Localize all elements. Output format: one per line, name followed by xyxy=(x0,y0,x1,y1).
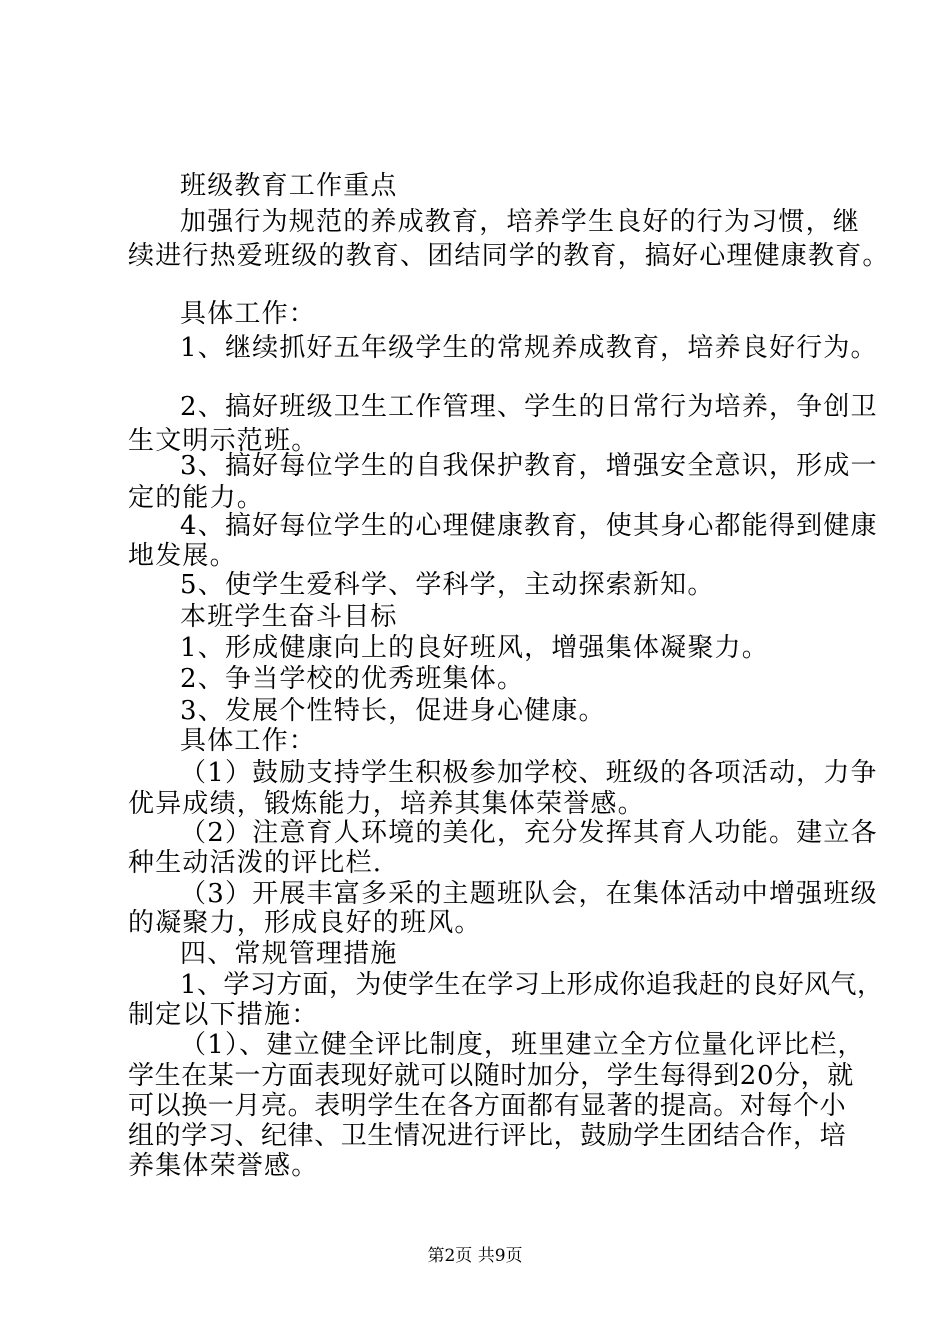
paragraph-line: （1）、建立健全评比制度，班里建立全方位量化评比栏， xyxy=(180,1030,865,1060)
paragraph-line: 具体工作： xyxy=(180,299,317,329)
paragraph-line: （1）鼓励支持学生积极参加学校、班级的各项活动，力争 xyxy=(180,758,878,788)
paragraph-line: 3、发展个性特长，促进身心健康。 xyxy=(180,696,606,726)
paragraph-line: 3、搞好每位学生的自我保护教育，增强安全意识，形成一 xyxy=(180,451,878,481)
section-heading: 班级教育工作重点 xyxy=(180,171,398,201)
paragraph-line: 可以换一月亮。表明学生在各方面都有显著的提高。对每个小 xyxy=(128,1091,847,1121)
paragraph-line: （3）开展丰富多采的主题班队会，在集体活动中增强班级 xyxy=(180,879,878,909)
paragraph-line: 2、争当学校的优秀班集体。 xyxy=(180,664,525,694)
paragraph-line: 种生动活泼的评比栏. xyxy=(128,848,383,878)
paragraph-line: 1、学习方面，为使学生在学习上形成你追我赶的良好风气， xyxy=(180,970,884,1000)
paragraph-line: 定的能力。 xyxy=(128,483,265,513)
paragraph-line: 具体工作： xyxy=(180,726,317,756)
paragraph-line: 加强行为规范的养成教育，培养学生良好的行为习惯，继 xyxy=(180,207,861,237)
paragraph-line: 4、搞好每位学生的心理健康教育，使其身心都能得到健康 xyxy=(180,511,878,541)
paragraph-line: 养集体荣誉感。 xyxy=(128,1151,319,1181)
paragraph-line: 优异成绩，锻炼能力，培养其集体荣誉感。 xyxy=(128,789,645,819)
paragraph-line: （2）注意育人环境的美化，充分发挥其育人功能。建立各 xyxy=(180,818,878,848)
paragraph-line: 制定以下措施： xyxy=(128,1000,319,1030)
section-heading: 本班学生奋斗目标 xyxy=(180,602,398,632)
paragraph-line: 学生在某一方面表现好就可以随时加分，学生每得到20分，就 xyxy=(128,1061,854,1091)
page-number-footer: 第2页 共9页 xyxy=(427,1246,523,1266)
paragraph-line: 生文明示范班。 xyxy=(128,426,319,456)
paragraph-line: 组的学习、纪律、卫生情况进行评比，鼓励学生团结合作，培 xyxy=(128,1121,847,1151)
section-heading: 四、常规管理措施 xyxy=(180,939,398,969)
paragraph-line: 2、搞好班级卫生工作管理、学生的日常行为培养，争创卫 xyxy=(180,392,878,422)
paragraph-line: 续进行热爱班级的教育、团结同学的教育，搞好心理健康教育。 xyxy=(128,241,890,271)
paragraph-line: 的凝聚力，形成良好的班风。 xyxy=(128,908,482,938)
paragraph-line: 1、形成健康向上的良好班风，增强集体凝聚力。 xyxy=(180,633,769,663)
paragraph-line: 1、继续抓好五年级学生的常规养成教育，培养良好行为。 xyxy=(180,333,878,363)
paragraph-line: 地发展。 xyxy=(128,541,237,571)
paragraph-line: 5、使学生爱科学、学科学，主动探索新知。 xyxy=(180,570,715,600)
